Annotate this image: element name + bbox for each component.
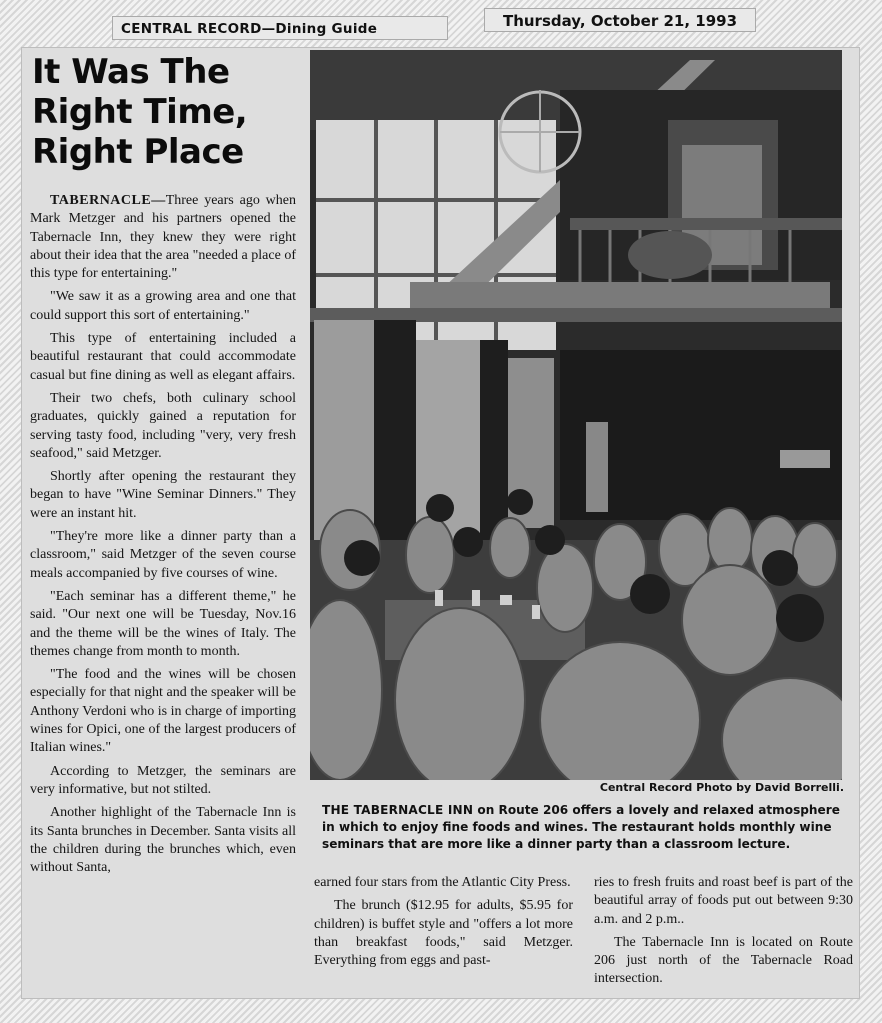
article-column-1 [30,192,296,882]
paragraph: Another highlight of the Tabernacle Inn is its Santa brunches in December. Santa visits all the children during the brunches which, even without Santa, [30,805,296,876]
paragraph: Shortly after opening the restaurant they began to have "Wine Seminar Dinners." They were an instant hit. [30,469,296,521]
section-label: CENTRAL RECORD—Dining Guide [112,16,448,40]
restaurant-photo [310,50,842,780]
photo-caption [322,802,844,853]
paragraph: This type of entertaining included a beautiful restaurant that could accommodate casual but fine dining as well as elegant affairs. [30,331,296,383]
paragraph: According to Metzger, the seminars are very informative, but not stilted. [30,763,296,797]
paragraph: ries to fresh fruits and roast beef is part of the beautiful array of foods put out between 9:30 a.m. and 2 p.m.. [594,875,853,927]
headline: It Was The Right Time, Right Place [32,52,248,172]
date-label: Thursday, October 21, 1993 [484,8,756,32]
paragraph: Their two chefs, both culinary school graduates, quickly gained a reputation for serving tasty food, including "very, very fresh seafood," said Metzger. [30,390,296,461]
dining-room-illustration [310,50,842,780]
paragraph: earned four stars from the Atlantic City Press. [314,875,571,890]
caption-lead: THE TABERNACLE INN [322,803,474,817]
paragraph: "Each seminar has a different theme," he said. "Our next one will be Tuesday, Nov.16 and the theme will be the wines of Italy. The themes change from month to month. [30,588,296,659]
photo-credit: Central Record Photo by David Borrelli. [599,781,844,794]
paragraph: TABERNACLE—Three years ago when Mark Metzger and his partners opened the Tabernacle Inn, they knew they were right about their idea that the area "needed a place of this type for entertaining." [30,193,296,282]
dateline: TABERNACLE— [50,193,166,208]
paragraph: "They're more like a dinner party than a classroom," said Metzger of the seven course meals accompanied by five courses of wine. [30,529,296,581]
paragraph: "The food and the wines will be chosen especially for that night and the speaker will be Anthony Verdoni who is in charge of importing wines for Opici, one of the largest producers of Italian wines." [30,667,296,756]
paragraph: "We saw it as a growing area and one that could support this sort of entertaining." [30,289,296,323]
article-column-2 [314,874,573,975]
paragraph: The Tabernacle Inn is located on Route 206 just north of the Tabernacle Road intersection. [594,934,853,987]
paragraph: The brunch ($12.95 for adults, $5.95 for children) is buffet style and "offers a lot more than breakfast foods," said Metzger. Everything from eggs and past- [314,898,573,969]
caption-text: on Route 206 offers a lovely and relaxed atmosphere in which to enjoy fine foods and wines. The restaurant holds monthly wine seminars that are more like a dinner party than a classroom lecture. [322,803,840,851]
article-column-3 [594,874,853,994]
